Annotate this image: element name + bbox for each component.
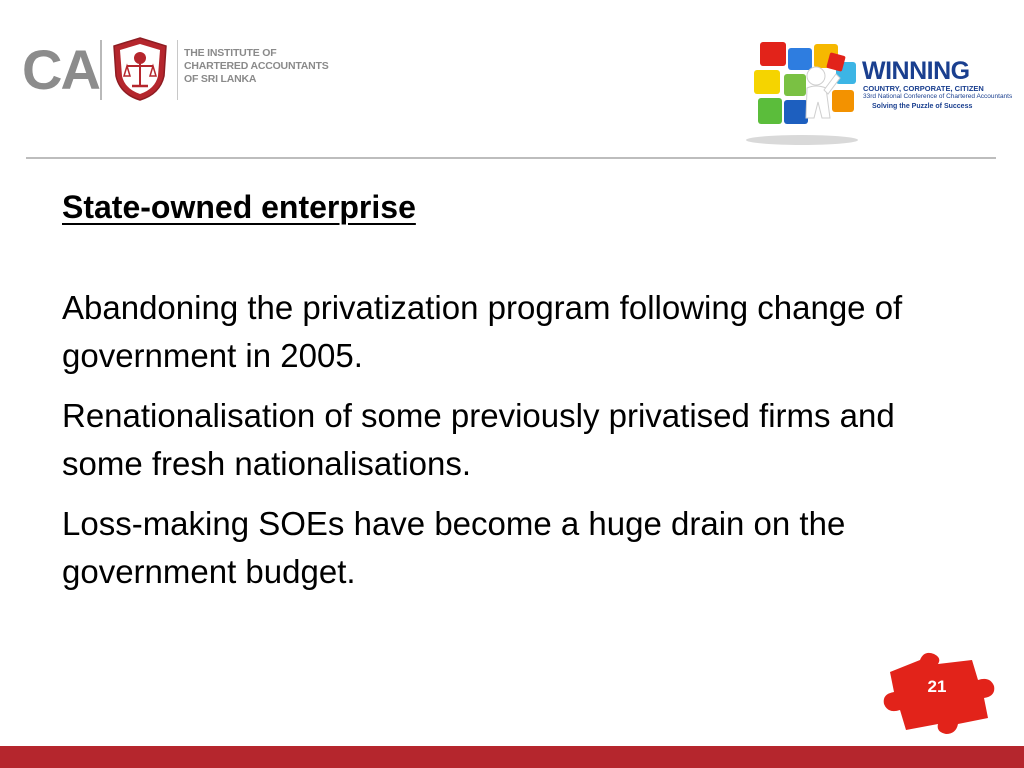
footer-bar [0, 746, 1024, 768]
winning-title: WINNING [862, 57, 970, 85]
conference-tagline: Solving the Puzzle of Success [872, 103, 973, 110]
scales-shield-icon [110, 36, 170, 102]
winning-conference-logo [744, 30, 1013, 148]
puzzle-figure-icon [744, 34, 862, 146]
institute-name-line: OF SRI LANKA [184, 73, 257, 85]
ca-logo-letters: CA [22, 38, 99, 101]
body-paragraph: Loss-making SOEs have become a huge drain on the government budget. [62, 505, 846, 590]
institute-name-line: THE INSTITUTE OF [184, 47, 277, 59]
slide-body [62, 284, 972, 608]
institute-name [184, 47, 329, 86]
institute-name-line: CHARTERED ACCOUNTANTS [184, 60, 329, 72]
ca-sri-lanka-logo [22, 34, 342, 106]
page-number-badge [876, 650, 1002, 738]
page-number: 21 [927, 677, 947, 696]
body-paragraph: Renationalisation of some previously privatised firms and some fresh nationalisations. [62, 397, 895, 482]
body-paragraph: Abandoning the privatization program following change of government in 2005. [62, 289, 903, 374]
winning-subtitle: COUNTRY, CORPORATE, CITIZEN [863, 84, 984, 93]
logo-divider [100, 40, 102, 100]
conference-name: 33rd National Conference of Chartered Accountants [863, 93, 1013, 100]
logo-divider [177, 40, 178, 100]
header-separator [26, 157, 996, 159]
slide-heading: State-owned enterprise [62, 189, 416, 225]
